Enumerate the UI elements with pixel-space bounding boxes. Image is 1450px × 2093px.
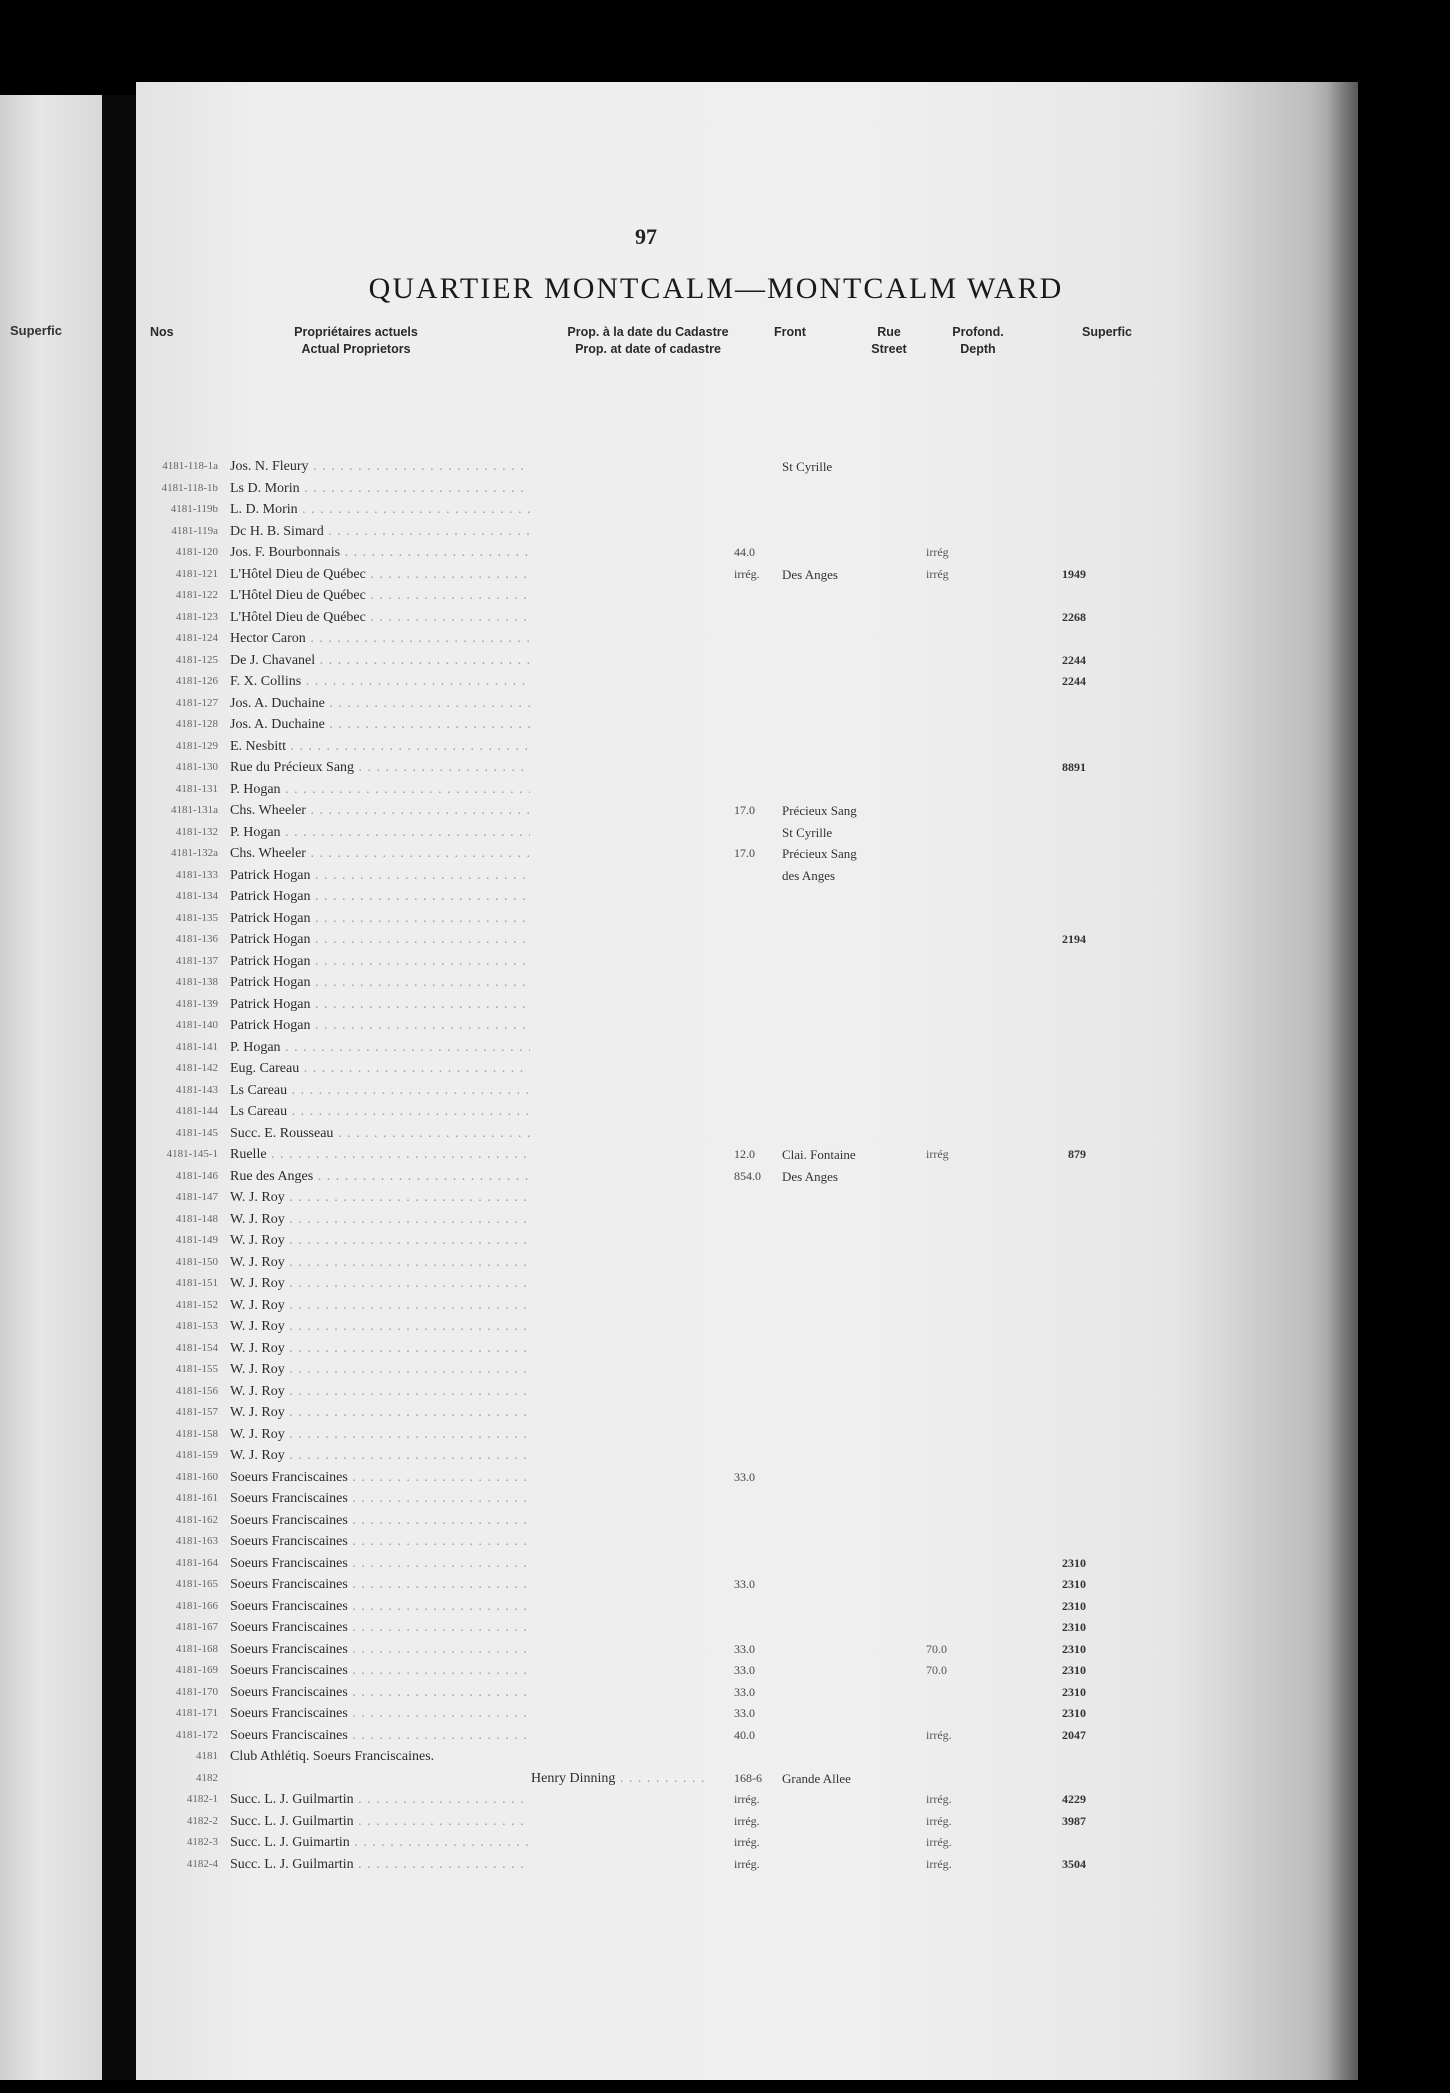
lot-number: 4181-143 — [175, 1083, 218, 1096]
table-row — [136, 456, 1358, 478]
page-binding-shadow — [1328, 82, 1358, 2080]
depth-measure: 70.0 — [926, 1641, 947, 1656]
proprietor: Succ. L. J. Guimartin . . . — [230, 1832, 530, 1854]
header-street-fr: Rue — [877, 325, 901, 339]
table-row — [136, 1854, 1358, 1876]
lot-number: 4181-172 — [175, 1728, 218, 1741]
proprietor: W. J. Roy . . . — [230, 1359, 530, 1381]
proprietor: W. J. Roy . . . — [230, 1295, 530, 1317]
table-row — [136, 1811, 1358, 1833]
proprietor: Dc H. B. Simard . . . — [230, 521, 530, 543]
area-value: 2047 — [1062, 1727, 1086, 1742]
header-depth-fr: Profond. — [952, 325, 1004, 339]
front-measure: 33.0 — [734, 1469, 755, 1484]
table-row — [136, 1682, 1358, 1704]
table-row — [136, 714, 1358, 736]
proprietor: Hector Caron . . . — [230, 628, 530, 650]
proprietor: Ls D. Morin . . . — [230, 478, 530, 500]
table-row — [136, 1187, 1358, 1209]
proprietor: Eug. Careau . . . — [230, 1058, 530, 1080]
front-measure: 44.0 — [734, 545, 755, 559]
lot-number: 4181-157 — [175, 1406, 218, 1418]
header-prop-cadastre — [528, 324, 768, 358]
proprietor: Soeurs Franciscaines . . . — [230, 1617, 530, 1639]
lot-number: 4181-138 — [175, 976, 218, 988]
lot-number: 4181-145-1 — [166, 1148, 218, 1160]
depth-measure: irrég. — [926, 1835, 952, 1849]
area-value: 2310 — [1062, 1663, 1086, 1677]
table-row — [136, 736, 1358, 758]
table-row — [136, 1252, 1358, 1274]
lot-number: 4181-166 — [175, 1599, 218, 1612]
lot-number: 4181-145 — [175, 1126, 218, 1139]
lot-number: 4181-165 — [175, 1578, 218, 1590]
lot-number: 4181-122 — [175, 589, 218, 601]
table-row — [136, 1273, 1358, 1295]
table-row — [136, 1510, 1358, 1532]
lot-number: 4181-146 — [175, 1169, 218, 1182]
lot-number: 4181-151 — [175, 1277, 218, 1289]
proprietor: P. Hogan . . . — [230, 822, 530, 844]
proprietor: Soeurs Franciscaines . . . — [230, 1725, 530, 1747]
lot-number: 4181-134 — [175, 890, 218, 902]
depth-measure: irrég. — [926, 1727, 952, 1742]
header-front: Front — [774, 325, 806, 339]
lot-number: 4181-148 — [175, 1212, 218, 1225]
proprietor: Henry Dinning . . . — [531, 1768, 731, 1790]
area-value: 2244 — [1062, 652, 1086, 667]
proprietor: Succ. L. J. Guilmartin . . . — [230, 1854, 530, 1876]
front-measure: 854.0 — [734, 1168, 761, 1183]
lot-number: 4181-131a — [170, 804, 218, 816]
header-owners-fr: Propriétaires actuels — [294, 325, 418, 339]
lot-number: 4181-158 — [175, 1427, 218, 1440]
proprietor: W. J. Roy . . . — [230, 1445, 530, 1467]
area-value: 879 — [1068, 1147, 1086, 1161]
table-row — [136, 628, 1358, 650]
proprietor: Soeurs Franciscaines . . . — [230, 1596, 530, 1618]
proprietor: Jos. F. Bourbonnais . . . — [230, 542, 530, 564]
proprietor: W. J. Roy . . . — [230, 1316, 530, 1338]
street-name: Clai. Fontaine — [782, 1147, 856, 1162]
proprietor: Rue du Précieux Sang . . . — [230, 757, 530, 779]
table-row — [136, 1768, 1358, 1790]
table-row — [136, 693, 1358, 715]
front-measure: irrég. — [734, 566, 760, 581]
front-measure: 33.0 — [734, 1706, 755, 1720]
lot-number: 4181-136 — [175, 933, 218, 945]
street-name: Précieux Sang — [782, 803, 857, 818]
lot-number: 4181-129 — [175, 739, 218, 752]
table-row — [136, 1230, 1358, 1252]
lot-number: 4181-135 — [175, 911, 218, 924]
table-row — [136, 1080, 1358, 1102]
lot-number: 4181-123 — [175, 610, 218, 623]
area-value: 2194 — [1062, 932, 1086, 946]
lot-number: 4181-120 — [175, 546, 218, 558]
proprietor: Club Athlétiq. Soeurs Franciscaines. — [230, 1749, 435, 1764]
table-row — [136, 865, 1358, 887]
table-row — [136, 1445, 1358, 1467]
depth-measure: irrég. — [926, 1856, 952, 1871]
table-row — [136, 1015, 1358, 1037]
area-value: 2310 — [1062, 1598, 1086, 1613]
header-no: Nos — [150, 325, 174, 339]
table-row — [136, 822, 1358, 844]
proprietor: L. D. Morin . . . — [230, 499, 530, 521]
street-name: St Cyrille — [782, 824, 833, 840]
table-row — [136, 542, 1358, 564]
adjacent-page-header: Superfic — [10, 323, 63, 338]
proprietor: Ls Careau . . . — [230, 1080, 530, 1102]
proprietor: Patrick Hogan . . . — [230, 886, 530, 908]
table-row — [136, 843, 1358, 865]
table-row — [136, 886, 1358, 908]
street-name: des Anges — [782, 867, 836, 883]
proprietor: Patrick Hogan . . . — [230, 994, 530, 1016]
proprietor: Ruelle . . . — [230, 1144, 530, 1166]
lot-number: 4181-139 — [175, 997, 218, 1010]
street-name: St Cyrille — [782, 459, 833, 474]
proprietor: W. J. Roy . . . — [230, 1273, 530, 1295]
lot-number: 4181 — [196, 1750, 218, 1762]
area-value: 2310 — [1062, 1620, 1086, 1634]
proprietor: Succ. L. J. Guilmartin . . . — [230, 1789, 530, 1811]
lot-number: 4181-171 — [175, 1707, 218, 1719]
front-measure: irrég. — [734, 1835, 760, 1849]
front-measure: 33.0 — [734, 1641, 755, 1656]
table-row — [136, 521, 1358, 543]
table-row — [136, 1553, 1358, 1575]
proprietor: Ls Careau . . . — [230, 1101, 530, 1123]
proprietor: Soeurs Franciscaines . . . — [230, 1660, 530, 1682]
lot-number: 4181-144 — [175, 1105, 218, 1117]
proprietor: W. J. Roy . . . — [230, 1338, 530, 1360]
lot-number: 4181-168 — [175, 1642, 218, 1655]
proprietor: Succ. L. J. Guilmartin . . . — [230, 1811, 530, 1833]
table-row — [136, 1295, 1358, 1317]
area-value: 2310 — [1062, 1706, 1086, 1720]
proprietor: Soeurs Franciscaines . . . — [230, 1488, 530, 1510]
front-measure: 12.0 — [734, 1147, 755, 1161]
street-name: Des Anges — [782, 566, 838, 582]
lot-number: 4182-4 — [186, 1857, 218, 1870]
proprietor: W. J. Roy . . . — [230, 1381, 530, 1403]
header-owners — [236, 324, 476, 358]
lot-number: 4181-156 — [175, 1384, 218, 1397]
proprietor: W. J. Roy . . . — [230, 1209, 530, 1231]
table-row — [136, 757, 1358, 779]
front-measure: 40.0 — [734, 1727, 755, 1742]
proprietor: Soeurs Franciscaines . . . — [230, 1531, 530, 1553]
table-row — [136, 1789, 1358, 1811]
proprietor: P. Hogan . . . — [230, 1037, 530, 1059]
lot-number: 4181-119b — [170, 503, 218, 515]
header-owners-en: Actual Proprietors — [301, 342, 411, 356]
depth-measure: irrég. — [926, 1792, 952, 1806]
table-row — [136, 800, 1358, 822]
table-row — [136, 1574, 1358, 1596]
proprietor: Patrick Hogan . . . — [230, 1015, 530, 1037]
front-measure: 33.0 — [734, 1577, 755, 1591]
lot-number: 4181-137 — [175, 954, 218, 967]
lot-number: 4181-160 — [175, 1470, 218, 1483]
lot-number: 4181-142 — [175, 1062, 218, 1074]
adjacent-page-strip — [0, 95, 102, 2080]
table-row — [136, 1381, 1358, 1403]
lot-number: 4181-119a — [171, 524, 218, 537]
table-row — [136, 499, 1358, 521]
lot-number: 4181-150 — [175, 1255, 218, 1268]
area-value: 1949 — [1062, 566, 1086, 581]
table-row — [136, 1467, 1358, 1489]
lot-number: 4181-127 — [175, 696, 218, 709]
lot-number: 4181-128 — [175, 718, 218, 730]
table-row — [136, 1338, 1358, 1360]
front-measure: 17.0 — [734, 803, 755, 817]
table-row — [136, 1058, 1358, 1080]
proprietor: F. X. Collins . . . — [230, 671, 530, 693]
table-row — [136, 1123, 1358, 1145]
front-measure: irrég. — [734, 1856, 760, 1871]
proprietor: Soeurs Franciscaines . . . — [230, 1682, 530, 1704]
lot-number: 4181-161 — [175, 1492, 218, 1504]
lot-number: 4181-155 — [175, 1363, 218, 1375]
lot-number: 4181-147 — [175, 1191, 218, 1203]
lot-number: 4181-126 — [175, 675, 218, 687]
lot-number: 4181-170 — [175, 1685, 218, 1698]
area-value: 2310 — [1062, 1641, 1086, 1656]
header-area: Superfic — [1082, 325, 1133, 339]
lot-number: 4181-118-1a — [162, 460, 218, 472]
header-depth-en: Depth — [960, 342, 996, 356]
depth-measure: irrég — [926, 545, 949, 559]
lot-number: 4181-121 — [175, 567, 218, 580]
table-row — [136, 1703, 1358, 1725]
table-row — [136, 1531, 1358, 1553]
depth-measure: irrég — [926, 566, 949, 581]
header-prop-fr: Prop. à la date du Cadastre — [567, 325, 729, 339]
header-street — [854, 324, 924, 358]
table-row — [136, 1596, 1358, 1618]
table-row — [136, 607, 1358, 629]
proprietor: L'Hôtel Dieu de Québec . . . — [230, 585, 530, 607]
header-prop-en: Prop. at date of cadastre — [575, 342, 721, 356]
lot-number: 4181-159 — [175, 1449, 218, 1461]
proprietor: Soeurs Franciscaines . . . — [230, 1467, 530, 1489]
table-row — [136, 478, 1358, 500]
area-value: 2310 — [1062, 1555, 1086, 1570]
table-row — [136, 650, 1358, 672]
lot-number: 4181-125 — [175, 653, 218, 666]
table-row — [136, 1359, 1358, 1381]
front-measure: 33.0 — [734, 1663, 755, 1677]
lot-number: 4182-1 — [186, 1793, 218, 1805]
proprietor: Jos. N. Fleury . . . — [230, 456, 530, 478]
table-row — [136, 1037, 1358, 1059]
table-row — [136, 1639, 1358, 1661]
proprietor: W. J. Roy . . . — [230, 1230, 530, 1252]
lot-number: 4181-149 — [175, 1234, 218, 1246]
table-row — [136, 1746, 1358, 1768]
proprietor: Chs. Wheeler . . . — [230, 843, 530, 865]
area-value: 2244 — [1062, 674, 1086, 688]
area-value: 3504 — [1062, 1856, 1086, 1871]
proprietor: Soeurs Franciscaines . . . — [230, 1639, 530, 1661]
page-title: QUARTIER MONTCALM—MONTCALM WARD — [368, 272, 1064, 305]
book-gutter — [102, 95, 136, 2080]
lot-number: 4181-118-1b — [161, 481, 218, 494]
table-row — [136, 1725, 1358, 1747]
depth-measure: irrég — [926, 1147, 949, 1161]
table-row — [136, 908, 1358, 930]
table-row — [136, 1316, 1358, 1338]
front-measure: irrég. — [734, 1792, 760, 1806]
street-name: Grande Allee — [782, 1770, 851, 1786]
document-page — [136, 82, 1358, 2080]
proprietor: Patrick Hogan . . . — [230, 929, 530, 951]
proprietor: W. J. Roy . . . — [230, 1424, 530, 1446]
proprietor: Soeurs Franciscaines . . . — [230, 1574, 530, 1596]
street-name: Précieux Sang — [782, 846, 857, 861]
proprietor: L'Hôtel Dieu de Québec . . . — [230, 564, 530, 586]
lot-number: 4181-169 — [175, 1664, 218, 1676]
proprietor: Jos. A. Duchaine . . . — [230, 714, 530, 736]
table-row — [136, 1166, 1358, 1188]
area-value: 8891 — [1062, 760, 1086, 774]
lot-number: 4181-154 — [175, 1341, 218, 1354]
front-measure: 17.0 — [734, 846, 755, 860]
lot-number: 4181-124 — [175, 632, 218, 644]
proprietor: Soeurs Franciscaines . . . — [230, 1510, 530, 1532]
table-row — [136, 1144, 1358, 1166]
proprietor: Rue des Anges . . . — [230, 1166, 530, 1188]
table-row — [136, 929, 1358, 951]
proprietor: W. J. Roy . . . — [230, 1187, 530, 1209]
proprietor: L'Hôtel Dieu de Québec . . . — [230, 607, 530, 629]
area-value: 2268 — [1062, 609, 1086, 624]
header-depth — [936, 324, 1020, 358]
lot-number: 4182-2 — [186, 1814, 218, 1827]
table-row — [136, 1488, 1358, 1510]
depth-measure: irrég. — [926, 1813, 952, 1828]
lot-number: 4181-167 — [175, 1621, 218, 1633]
table-row — [136, 1832, 1358, 1854]
table-row — [136, 1402, 1358, 1424]
proprietor: Jos. A. Duchaine . . . — [230, 693, 530, 715]
table-row — [136, 951, 1358, 973]
proprietor: W. J. Roy . . . — [230, 1402, 530, 1424]
area-value: 2310 — [1062, 1577, 1086, 1591]
table-row — [136, 1101, 1358, 1123]
table-row — [136, 1424, 1358, 1446]
proprietor: De J. Chavanel . . . — [230, 650, 530, 672]
lot-number: 4182 — [196, 1771, 218, 1784]
lot-number: 4181-130 — [175, 761, 218, 773]
table-row — [136, 1660, 1358, 1682]
proprietor: Patrick Hogan . . . — [230, 972, 530, 994]
proprietor: Chs. Wheeler . . . — [230, 800, 530, 822]
front-measure: 33.0 — [734, 1684, 755, 1699]
area-value: 2310 — [1062, 1684, 1086, 1699]
proprietor: Patrick Hogan . . . — [230, 865, 530, 887]
table-row — [136, 779, 1358, 801]
lot-number: 4182-3 — [186, 1836, 218, 1848]
lot-number: 4181-140 — [175, 1019, 218, 1031]
lot-number: 4181-162 — [175, 1513, 218, 1526]
lot-number: 4181-141 — [175, 1040, 218, 1053]
proprietor: P. Hogan . . . — [230, 779, 530, 801]
lot-number: 4181-163 — [175, 1535, 218, 1547]
table-row — [136, 671, 1358, 693]
proprietor: Patrick Hogan . . . — [230, 951, 530, 973]
proprietor: Soeurs Franciscaines . . . — [230, 1703, 530, 1725]
depth-measure: 70.0 — [926, 1663, 947, 1677]
area-value: 4229 — [1062, 1792, 1086, 1806]
table-row — [136, 585, 1358, 607]
lot-number: 4181-132 — [175, 825, 218, 838]
proprietor: Patrick Hogan . . . — [230, 908, 530, 930]
page-number: 97 — [635, 224, 657, 249]
table-row — [136, 972, 1358, 994]
table-row — [136, 564, 1358, 586]
lot-number: 4181-152 — [175, 1298, 218, 1311]
street-name: Des Anges — [782, 1168, 838, 1184]
property-table — [136, 456, 1358, 1875]
front-measure: 168-6 — [734, 1770, 762, 1785]
proprietor: Soeurs Franciscaines . . . — [230, 1553, 530, 1575]
front-measure: irrég. — [734, 1813, 760, 1828]
lot-number: 4181-133 — [175, 868, 218, 881]
proprietor: Succ. E. Rousseau . . . — [230, 1123, 530, 1145]
table-row — [136, 1617, 1358, 1639]
table-row — [136, 1209, 1358, 1231]
proprietor: E. Nesbitt . . . — [230, 736, 530, 758]
proprietor: W. J. Roy . . . — [230, 1252, 530, 1274]
table-row — [136, 994, 1358, 1016]
header-street-en: Street — [871, 342, 907, 356]
lot-number: 4181-132a — [170, 847, 218, 859]
area-value: 3987 — [1062, 1813, 1086, 1828]
lot-number: 4181-164 — [175, 1556, 218, 1569]
lot-number: 4181-153 — [175, 1320, 218, 1332]
lot-number: 4181-131 — [175, 782, 218, 795]
